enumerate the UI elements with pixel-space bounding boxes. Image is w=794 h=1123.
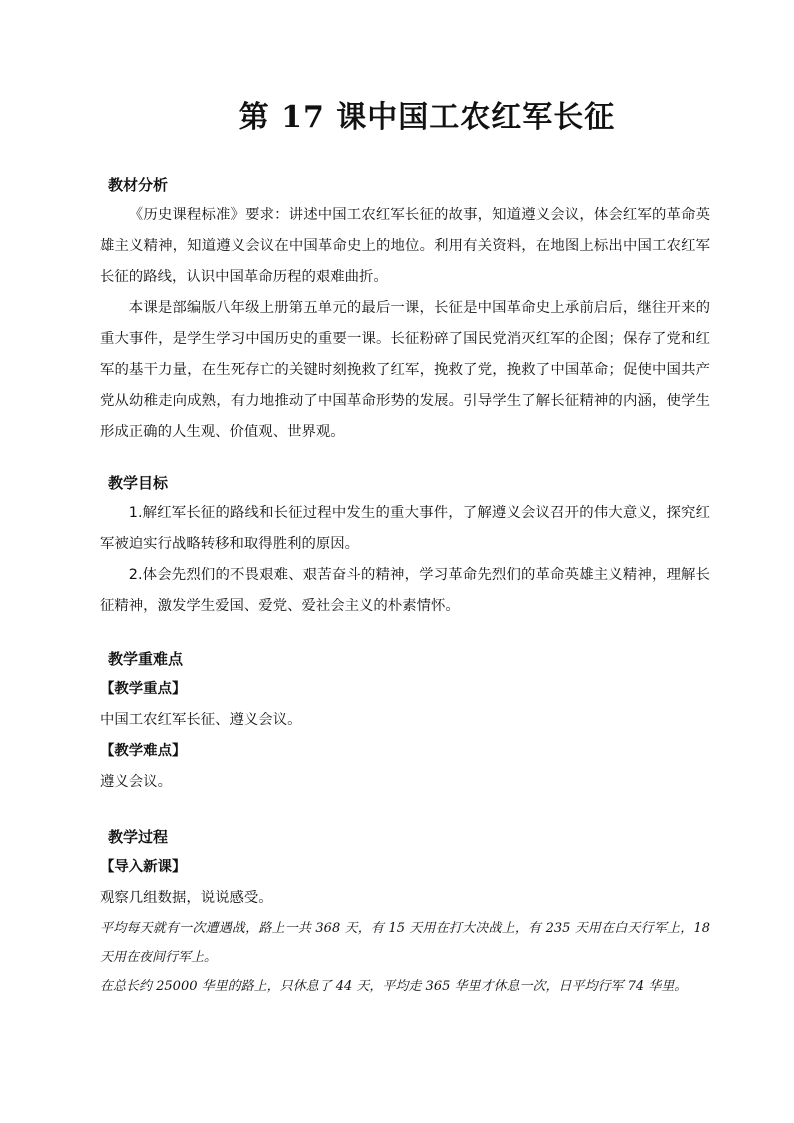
section-analysis [100,170,710,448]
analysis-paragraph-1: 《历史课程标准》要求：讲述中国工农红军长征的故事，知道遵义会议，体会红军的革命英雄主义精神，知道遵义会议在中国革命史上的地位。利用有关资料，在地图上标出中国工农红军长征的路线，认识中国革命历程的艰难曲折。 [100,207,710,285]
analysis-paragraph-2: 本课是部编版八年级上册第五单元的最后一课，长征是中国革命史上承前启后，继往开来的重大事件，是学生学习中国历史的重要一课。长征粉碎了国民党消灭红军的企图；保存了党和红军的基干力量，在生死存亡的关键时刻挽救了红军，挽救了党，挽救了中国革命；促使中国共产党从幼稚走向成熟，有力地推动了中国革命形势的发展。引导学生了解长征精神的内涵，使学生形成正确的人生观、价值观、世界观。 [100,300,710,440]
data-paragraph-2: 在总长约 25000 华里的路上，只休息了 44 天，平均走 365 华里才休息一次，日平均行军 74 华里。 [100,979,688,994]
spacer [100,448,710,468]
difficulty-text: 遵义会议。 [100,774,172,790]
difficulty-label: 【教学难点】 [100,743,187,759]
section-heading-analysis: 教材分析 [108,176,169,194]
section-process [100,822,710,1001]
objective-item-1: 1.解红军长征的路线和长征过程中发生的重大事件，了解遵义会议召开的伟大意义，探究红军被迫实行战略转移和取得胜利的原因。 [100,505,710,552]
section-key-points [100,644,710,798]
section-heading-process: 教学过程 [108,828,169,846]
objective-item-2: 2.体会先烈们的不畏艰难、艰苦奋斗的精神，学习革命先烈们的革命英雄主义精神，理解长征精神，激发学生爱国、爱党、爱社会主义的朴素情怀。 [100,567,710,614]
focus-label: 【教学重点】 [100,681,187,697]
intro-text: 观察几组数据，说说感受。 [100,890,273,906]
focus-text: 中国工农红军长征、遵义会议。 [100,712,302,728]
spacer [100,798,710,822]
data-paragraph-1: 平均每天就有一次遭遇战，路上一共 368 天，有 15 天用在打大决战上，有 235 天用在白天行军上，18 天用在夜间行军上。 [100,921,710,965]
section-objectives [100,468,710,622]
document-body [100,170,710,1001]
spacer [100,622,710,644]
intro-label: 【导入新课】 [100,859,187,875]
section-heading-objectives: 教学目标 [108,474,169,492]
page-title: 第 17 课中国工农红军长征 [238,100,616,135]
section-heading-key-points: 教学重难点 [108,650,184,668]
